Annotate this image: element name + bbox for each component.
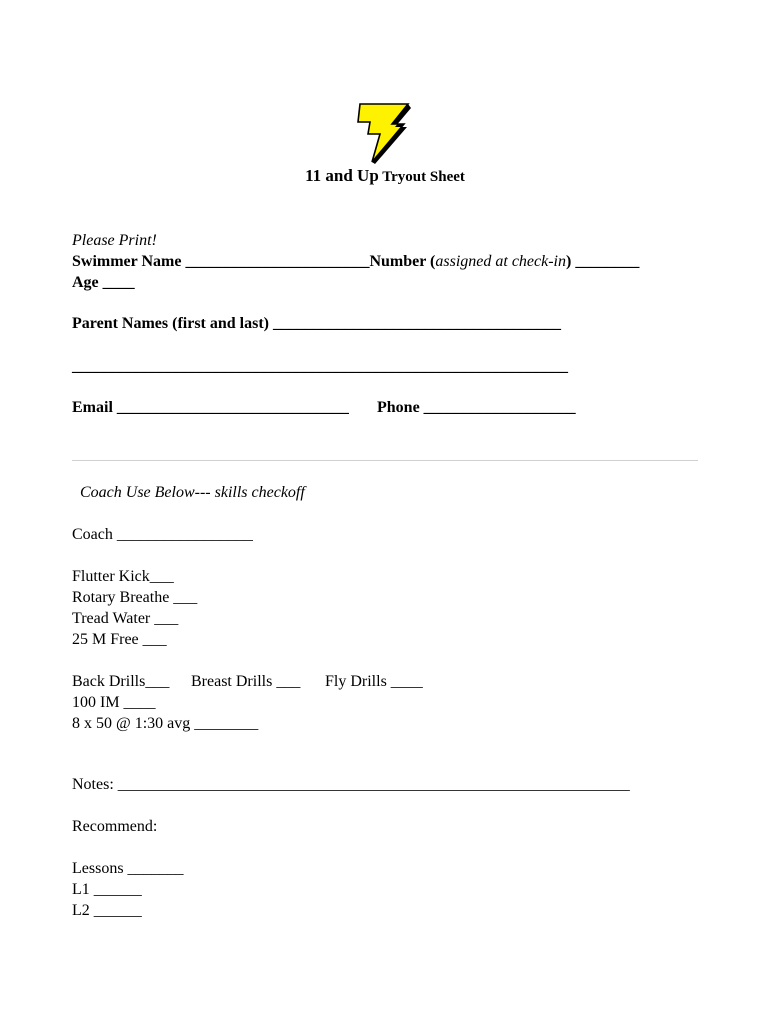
swimmer-name-row bbox=[72, 251, 639, 272]
parent-names-extra-line[interactable]: ______________________________________________________________ bbox=[72, 358, 568, 375]
coach-field[interactable]: Coach _________________ bbox=[72, 526, 253, 543]
recommend-lessons[interactable]: Lessons _______ bbox=[72, 860, 184, 877]
notes-field[interactable]: Notes: ________________________________________________________________ bbox=[72, 776, 630, 793]
skill-tread-water[interactable]: Tread Water ___ bbox=[72, 610, 179, 627]
recommend-l1[interactable]: L1 ______ bbox=[72, 881, 142, 898]
section-divider bbox=[72, 460, 698, 461]
swimmer-name-field[interactable]: Swimmer Name _______________________ bbox=[72, 253, 370, 270]
number-field[interactable]: ) ________ bbox=[566, 253, 640, 270]
back-drills-field[interactable]: Back Drills___ bbox=[72, 673, 170, 690]
page-title bbox=[0, 166, 770, 186]
im-field[interactable]: 100 IM ____ bbox=[72, 694, 156, 711]
fly-drills-field[interactable]: Fly Drills ____ bbox=[325, 673, 423, 690]
title-main: 11 and Up bbox=[305, 166, 379, 185]
age-field[interactable]: Age ____ bbox=[72, 274, 135, 291]
breast-drills-field[interactable]: Breast Drills ___ bbox=[191, 673, 301, 690]
recommend-label: Recommend: bbox=[72, 818, 158, 835]
number-label: Number ( bbox=[369, 253, 436, 270]
parent-names-field[interactable]: Parent Names (first and last) ____________________________________ bbox=[72, 315, 562, 332]
lightning-bolt-icon bbox=[354, 100, 414, 164]
title-rest: Tryout Sheet bbox=[378, 169, 465, 185]
skill-flutter-kick[interactable]: Flutter Kick___ bbox=[72, 568, 174, 585]
number-note: assigned at check-in bbox=[435, 253, 566, 270]
set-field[interactable]: 8 x 50 @ 1:30 avg ________ bbox=[72, 715, 259, 732]
skill-rotary-breathe[interactable]: Rotary Breathe ___ bbox=[72, 589, 198, 606]
skill-25m-free[interactable]: 25 M Free ___ bbox=[72, 631, 167, 648]
please-print-text: Please Print! bbox=[72, 232, 157, 249]
coach-section-heading: Coach Use Below--- skills checkoff bbox=[80, 484, 305, 501]
email-field[interactable]: Email _____________________________ bbox=[72, 399, 349, 416]
recommend-l2[interactable]: L2 ______ bbox=[72, 902, 142, 919]
phone-field[interactable]: Phone ___________________ bbox=[377, 399, 576, 416]
